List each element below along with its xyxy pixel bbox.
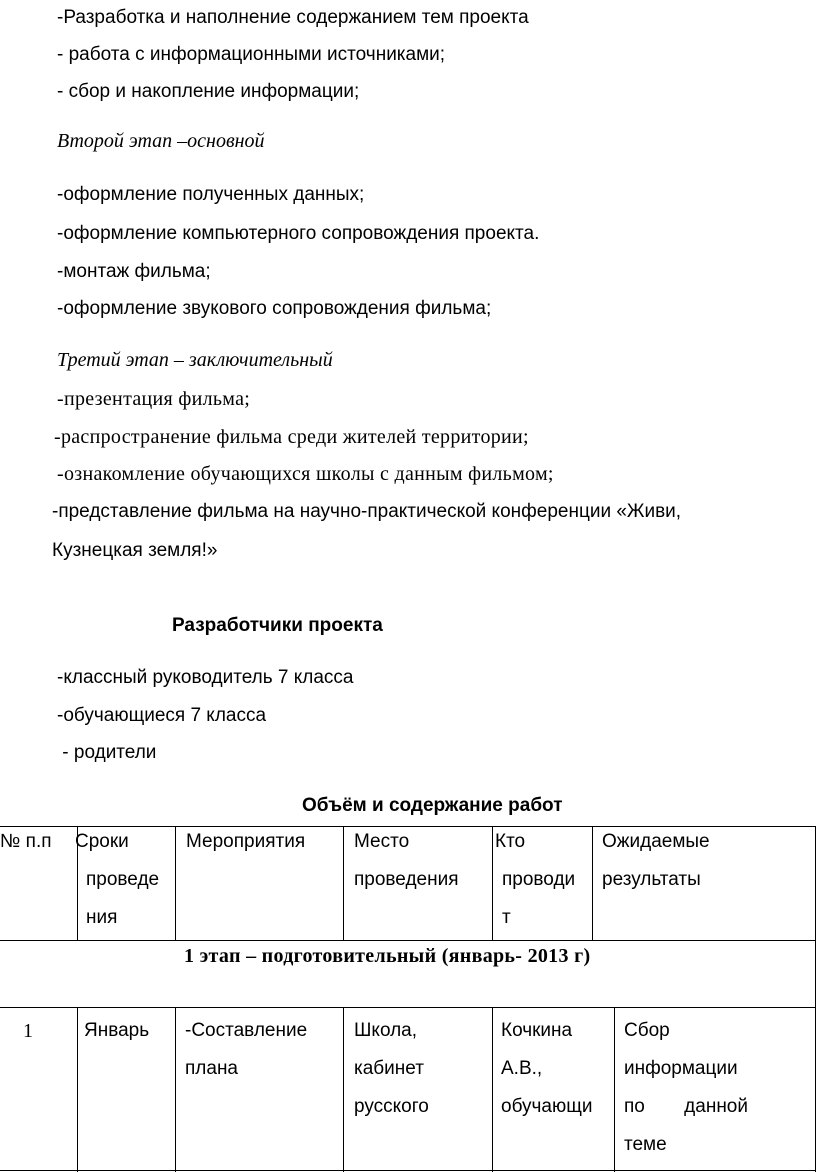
header-who-line: проводи [502,869,576,890]
developer-item: -обучающиеся 7 класса [57,705,267,726]
row1-who [501,1012,593,1126]
row1-events-line: -Составление [185,1020,308,1041]
row1-results-line: информации [624,1058,738,1079]
text-line: -распространение фильма среди жителей территории; [54,426,529,448]
row1-results [624,1012,748,1164]
row1-num [23,1012,33,1050]
header-dates-line: Сроки [75,831,129,852]
row1-place-line: Школа, [354,1020,418,1041]
text-line: -оформление звукового сопровождения фильма; [57,298,492,319]
header-who-line: Кто [495,831,526,852]
text-line: Кузнецкая земля!» [52,540,218,561]
header-results [602,823,710,899]
row1-place-line: русского [354,1096,429,1117]
text-line: -оформление компьютерного сопровождения проекта. [57,223,540,244]
row1-events-line: плана [185,1058,239,1079]
row1-num-value: 1 [23,1020,33,1042]
row1-results-line: Сбор [624,1020,670,1041]
developer-item: -классный руководитель 7 класса [57,667,354,688]
header-results-line: результаты [602,869,701,890]
row1-results-justified-line [624,1088,748,1126]
row1-results-line: теме [624,1134,667,1155]
stage-heading: Второй этап –основной [57,130,265,152]
header-who [491,823,575,937]
stage-heading: Третий этап – заключительный [57,349,333,371]
text-line: - сбор и накопление информации; [57,81,360,102]
header-num [0,823,52,861]
row1-place [354,1012,429,1126]
stage-row-label: 1 этап – подготовительный (январь- 2013 г) [184,945,591,967]
section-heading: Разработчики проекта [172,615,383,636]
header-dates-line: ния [86,907,118,928]
header-num-label: № п.п [0,831,52,852]
developer-item: - родители [57,742,157,763]
text-line: -презентация фильма; [57,388,251,410]
text-line: -оформление полученных данных; [57,184,365,205]
header-dates-line: проведе [86,869,160,890]
header-place-line: проведения [354,869,459,890]
row1-results-word: данной [684,1096,748,1117]
row1-dates-value: Январь [84,1020,150,1041]
header-place-line: Место [354,831,410,852]
text-line: -представление фильма на научно-практической конференции «Живи, [52,501,682,522]
header-events [186,823,305,861]
header-who-line: т [502,907,511,928]
row1-dates [84,1012,149,1050]
header-results-line: Ожидаемые [602,831,710,852]
header-dates [75,823,159,937]
row1-place-line: кабинет [354,1058,424,1079]
row1-events [185,1012,307,1088]
text-line: - работа с информационными источниками; [57,44,446,65]
text-line: -Разработка и наполнение содержанием тем проекта [57,7,529,28]
row1-who-line: А.В., [501,1058,543,1079]
row1-who-line: обучающи [501,1096,593,1117]
table-heading: Объём и содержание работ [302,795,563,816]
header-events-line: Мероприятия [186,831,306,852]
header-place [354,823,459,899]
row1-who-line: Кочкина [501,1020,573,1041]
row1-results-word: по [624,1096,645,1117]
text-line: -ознакомление обучающихся школы с данным фильмом; [57,463,554,485]
text-line: -монтаж фильма; [57,261,211,282]
